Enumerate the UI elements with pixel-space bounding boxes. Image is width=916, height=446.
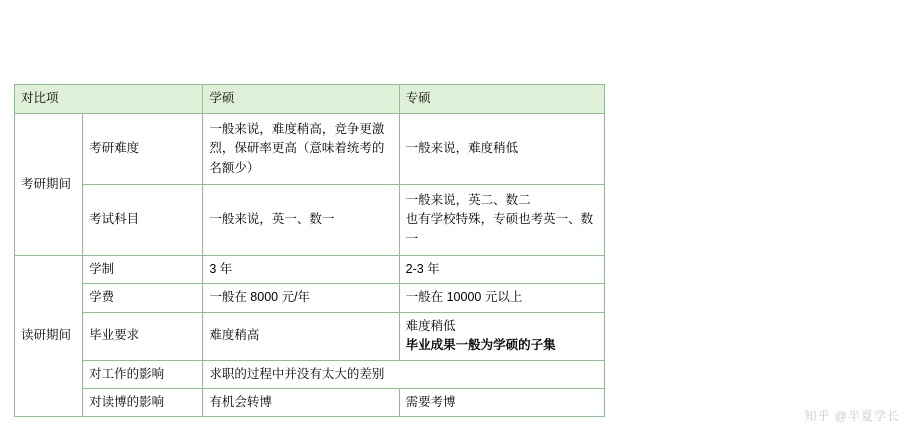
row-item-exam-difficulty: 考研难度 <box>83 114 203 185</box>
cell-academic-tuition: 一般在 8000 元/年 <box>203 284 399 312</box>
cell-professional-exam-subjects <box>399 185 604 256</box>
cell-academic-phd-impact: 有机会转博 <box>203 388 399 416</box>
comparison-table <box>14 84 605 417</box>
cell-professional-exam-subjects-line1: 一般来说，英二、数二 <box>405 192 531 207</box>
table-row <box>15 312 605 360</box>
row-item-exam-subjects: 考试科目 <box>83 185 203 256</box>
row-item-graduation-requirement: 毕业要求 <box>83 312 203 360</box>
table-row <box>15 284 605 312</box>
cell-academic-graduation-requirement: 难度稍高 <box>203 312 399 360</box>
table-row <box>15 185 605 256</box>
cell-professional-graduation-line1: 难度稍低 <box>405 318 456 333</box>
header-professional-master: 专硕 <box>399 85 604 114</box>
cell-academic-exam-subjects: 一般来说，英一、数一 <box>203 185 399 256</box>
cell-professional-program-length: 2-3 年 <box>399 256 604 284</box>
cell-academic-program-length: 3 年 <box>203 256 399 284</box>
watermark-text: 知乎 @半夏学长 <box>804 409 900 423</box>
row-item-job-impact: 对工作的影响 <box>83 360 203 388</box>
table-row <box>15 388 605 416</box>
stage-label-exam-period: 考研期间 <box>15 114 83 256</box>
row-item-tuition: 学费 <box>83 284 203 312</box>
row-item-program-length: 学制 <box>83 256 203 284</box>
comparison-table-container <box>14 84 605 417</box>
header-academic-master: 学硕 <box>203 85 399 114</box>
header-compare-item: 对比项 <box>15 85 203 114</box>
table-row <box>15 114 605 185</box>
cell-professional-exam-subjects-line2: 也有学校特殊，专硕也考英一、数一 <box>405 212 594 246</box>
row-item-phd-impact: 对读博的影响 <box>83 388 203 416</box>
cell-professional-graduation-line2: 毕业成果一般为学硕的子集 <box>405 338 556 353</box>
cell-professional-tuition: 一般在 10000 元以上 <box>399 284 604 312</box>
cell-professional-graduation-requirement <box>399 312 604 360</box>
table-row <box>15 256 605 284</box>
cell-academic-exam-difficulty: 一般来说，难度稍高，竞争更激烈，保研率更高（意味着统考的名额少） <box>203 114 399 185</box>
table-header <box>15 85 605 114</box>
table-header-row <box>15 85 605 114</box>
stage-label-study-period: 读研期间 <box>15 256 83 417</box>
table-row <box>15 360 605 388</box>
table-body <box>15 114 605 417</box>
cell-professional-phd-impact: 需要考博 <box>399 388 604 416</box>
cell-merged-job-impact: 求职的过程中并没有太大的差别 <box>203 360 605 388</box>
cell-professional-exam-difficulty: 一般来说，难度稍低 <box>399 114 604 185</box>
